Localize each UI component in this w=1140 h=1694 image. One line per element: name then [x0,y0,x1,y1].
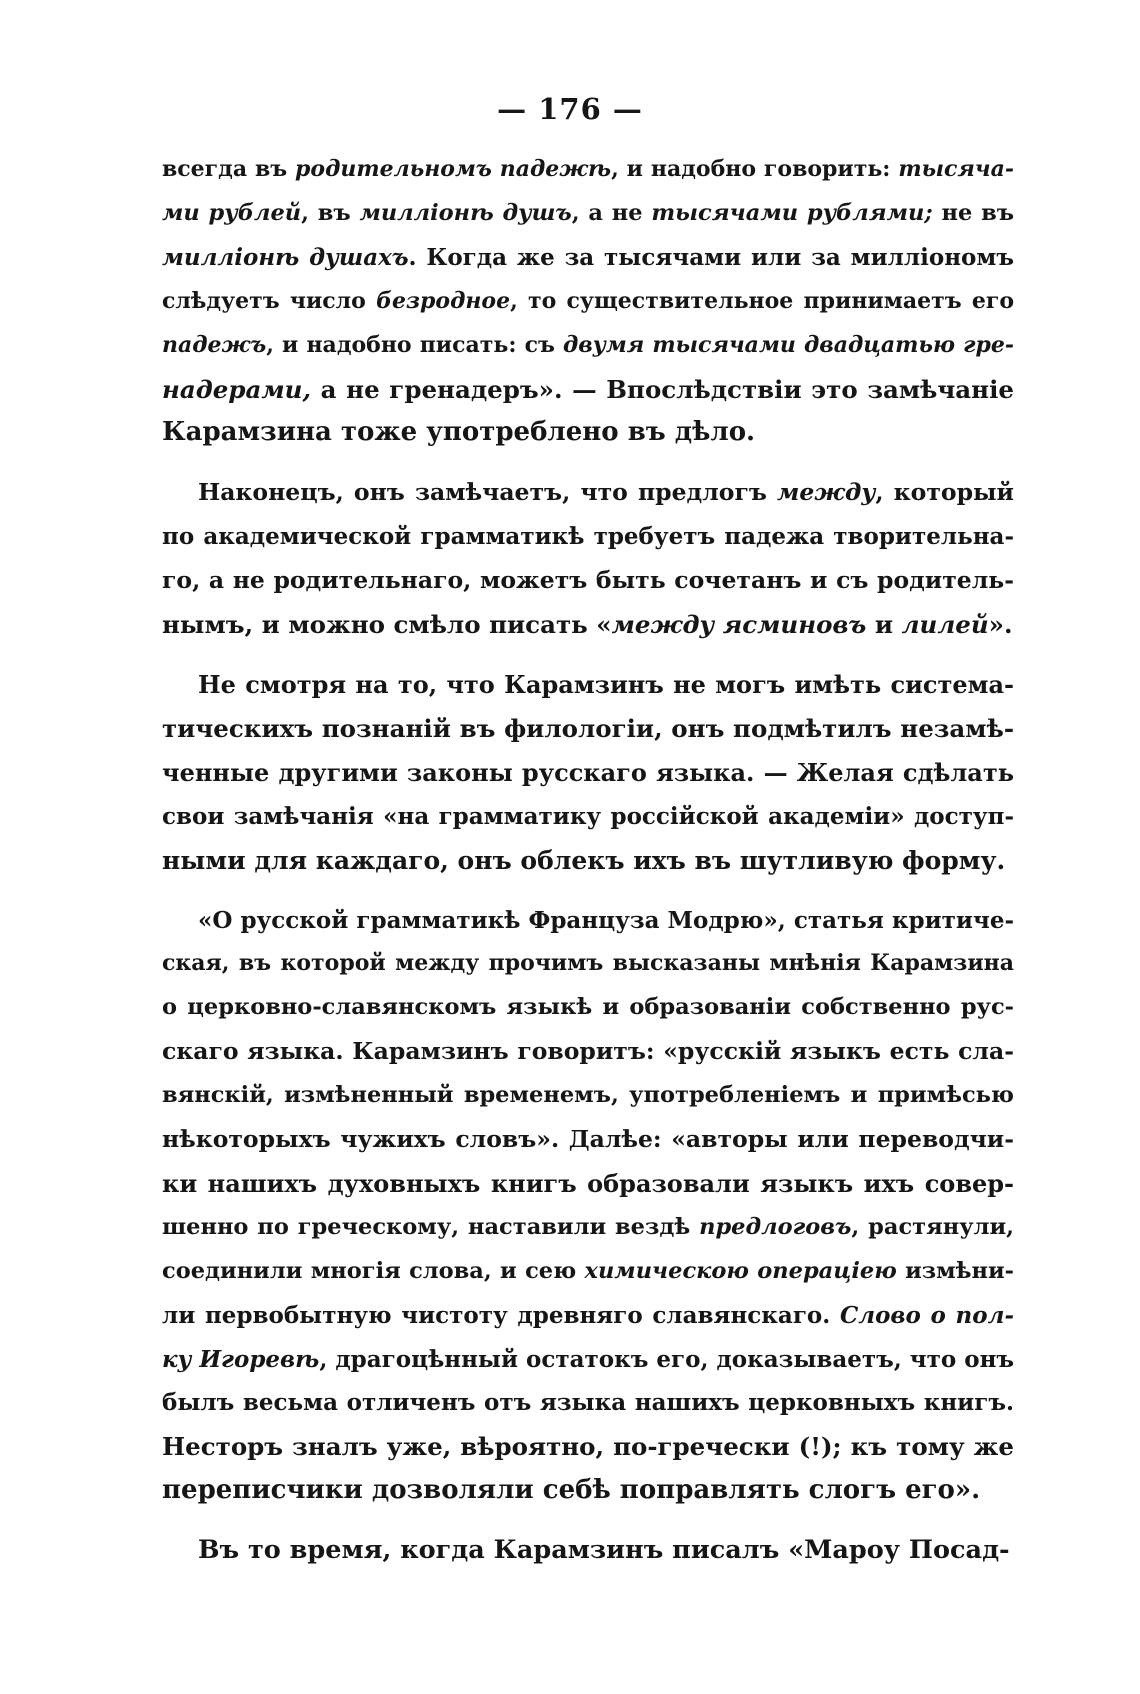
text-run: тысяча- [898,156,1014,182]
text-line [162,1469,1014,1513]
text-run: соединили многія слова, и сею [162,1257,585,1284]
text-run: надерами, [162,374,311,404]
text-line [162,1381,1014,1425]
text-run: ными для каждаго, онъ облекъ ихъ въ шутливую форму. [162,845,1006,875]
text-line [162,1529,1014,1573]
text-line [162,1206,1014,1250]
text-line [162,986,1014,1030]
text-line [162,899,1014,943]
text-line [162,236,1014,280]
text-run: , и надобно писать: съ [266,331,563,358]
text-line [162,1162,1014,1206]
text-run: между [777,478,876,507]
text-run: Наконецъ, онъ замѣчаетъ, что предлогъ [198,478,777,507]
text-line [162,471,1014,515]
text-run: ли первобытную чистоту древняго славянскаго. [162,1301,840,1329]
text-run: Несторъ зналъ уже, вѣроятно, по-гречески (!); къ тому же [162,1432,1014,1462]
text-run: милліонѣ душъ [359,199,572,226]
text-run: о церковно-славянскомъ языкѣ и образованіи собственно рус- [162,994,1014,1021]
text-run: химическою операціею [584,1257,897,1284]
text-run: а не гренадеръ». — Впослѣдствіи это замѣчаніе [311,374,1014,404]
text-run: родительномъ падежѣ [295,156,612,182]
text-run: «О русской грамматикѣ Француза Модрю», статья критиче- [198,906,1014,934]
text-run: , а не [571,199,652,226]
text-run: былъ весьма отличенъ отъ языка нашихъ церковныхъ книгъ. [162,1389,1014,1417]
text-line [162,603,1014,647]
text-line [162,324,1014,368]
text-line [162,1030,1014,1074]
text-run: двумя тысячами двадцатью гре- [562,331,1014,358]
text-run: вянскій, измѣненный временемъ, употребленіемъ и примѣсью [162,1082,1014,1109]
text-line [162,751,1014,795]
text-run: измѣни- [896,1257,1014,1284]
text-run: . Когда же за тысячами или за милліономъ [408,243,1014,271]
text-line [162,148,1014,192]
text-run: Слово о пол- [839,1301,1014,1329]
text-run: Не смотря на то, что Карамзинъ не могъ имѣть система- [198,669,1014,699]
text-line [162,515,1014,559]
text-run: ченные другими законы русскаго языка. — Желая сдѣлать [162,757,1014,787]
text-run: , то существительное принимаетъ его [510,287,1014,314]
text-run: скаго языка. Карамзинъ говоритъ: «русскій языкъ есть сла- [162,1037,1014,1066]
text-run: между ясминовъ [611,610,867,640]
text-line [162,411,1014,455]
text-line [162,942,1014,986]
text-line [162,368,1014,412]
text-run: милліонѣ душахъ [162,243,409,271]
text-run: ская, въ которой между прочимъ высказаны мнѣнія Карамзина [162,950,1014,977]
text-run: тысячами рублями; [651,199,933,226]
text-line [162,192,1014,236]
text-line [162,1338,1014,1382]
text-run: Въ то время, когда Карамзинъ писалъ «Мароу Посад- [198,1535,1010,1566]
text-run: , и надобно говорить: [611,156,899,182]
text-run: ми рублей [162,199,302,226]
text-line [162,280,1014,324]
text-run: предлоговъ [699,1213,852,1240]
text-run: , драгоцѣнный остатокъ его, доказываетъ, что онъ [319,1345,1014,1373]
text-run: го, а не родительнаго, можетъ быть сочетанъ и съ родитель- [162,566,1014,595]
text-run: нымъ, и можно смѣло писать « [162,610,612,640]
text-line [162,1118,1014,1162]
text-run: падежъ [162,331,267,358]
text-run: по академической грамматикѣ требуетъ падежа творительна- [162,523,1014,551]
text-line [162,1425,1014,1469]
page-number: — 176 — [497,92,643,126]
text-run: не въ [932,199,1014,226]
page-body-text [162,148,1014,1573]
text-run: , который [875,478,1014,507]
text-line [162,795,1014,839]
text-line [162,1294,1014,1338]
text-line [162,707,1014,751]
text-run: безродное [376,287,511,314]
text-run: слѣдуетъ число [162,287,377,314]
text-line [162,663,1014,707]
text-run: свои замѣчанія «на грамматику россійской академіи» доступ- [162,802,1014,830]
text-line [162,839,1014,883]
text-run: нѣкоторыхъ чужихъ словъ». Далѣе: «авторы или переводчи- [162,1125,1014,1154]
text-line [162,1250,1014,1294]
text-run: переписчики дозволяли себѣ поправлять слогъ его». [162,1475,981,1506]
text-run: ку Игоревѣ [162,1345,320,1373]
text-line [162,1074,1014,1118]
text-line [162,559,1014,603]
text-run: ки нашихъ духовныхъ книгъ образовали языкъ ихъ совер- [162,1168,1014,1198]
text-run: ». [988,610,1013,640]
text-run: шенно по греческому, наставили вездѣ [162,1213,700,1240]
text-run: тическихъ познаній въ филологіи, онъ подмѣтилъ незамѣ- [162,713,1014,743]
text-run: , растянули, [851,1213,1014,1240]
text-run: , въ [301,199,360,226]
text-run: Карамзина тоже употреблено въ дѣло. [162,417,756,448]
text-run: всегда въ [162,156,296,182]
text-run: лилей [901,610,989,640]
text-run: и [866,610,902,640]
